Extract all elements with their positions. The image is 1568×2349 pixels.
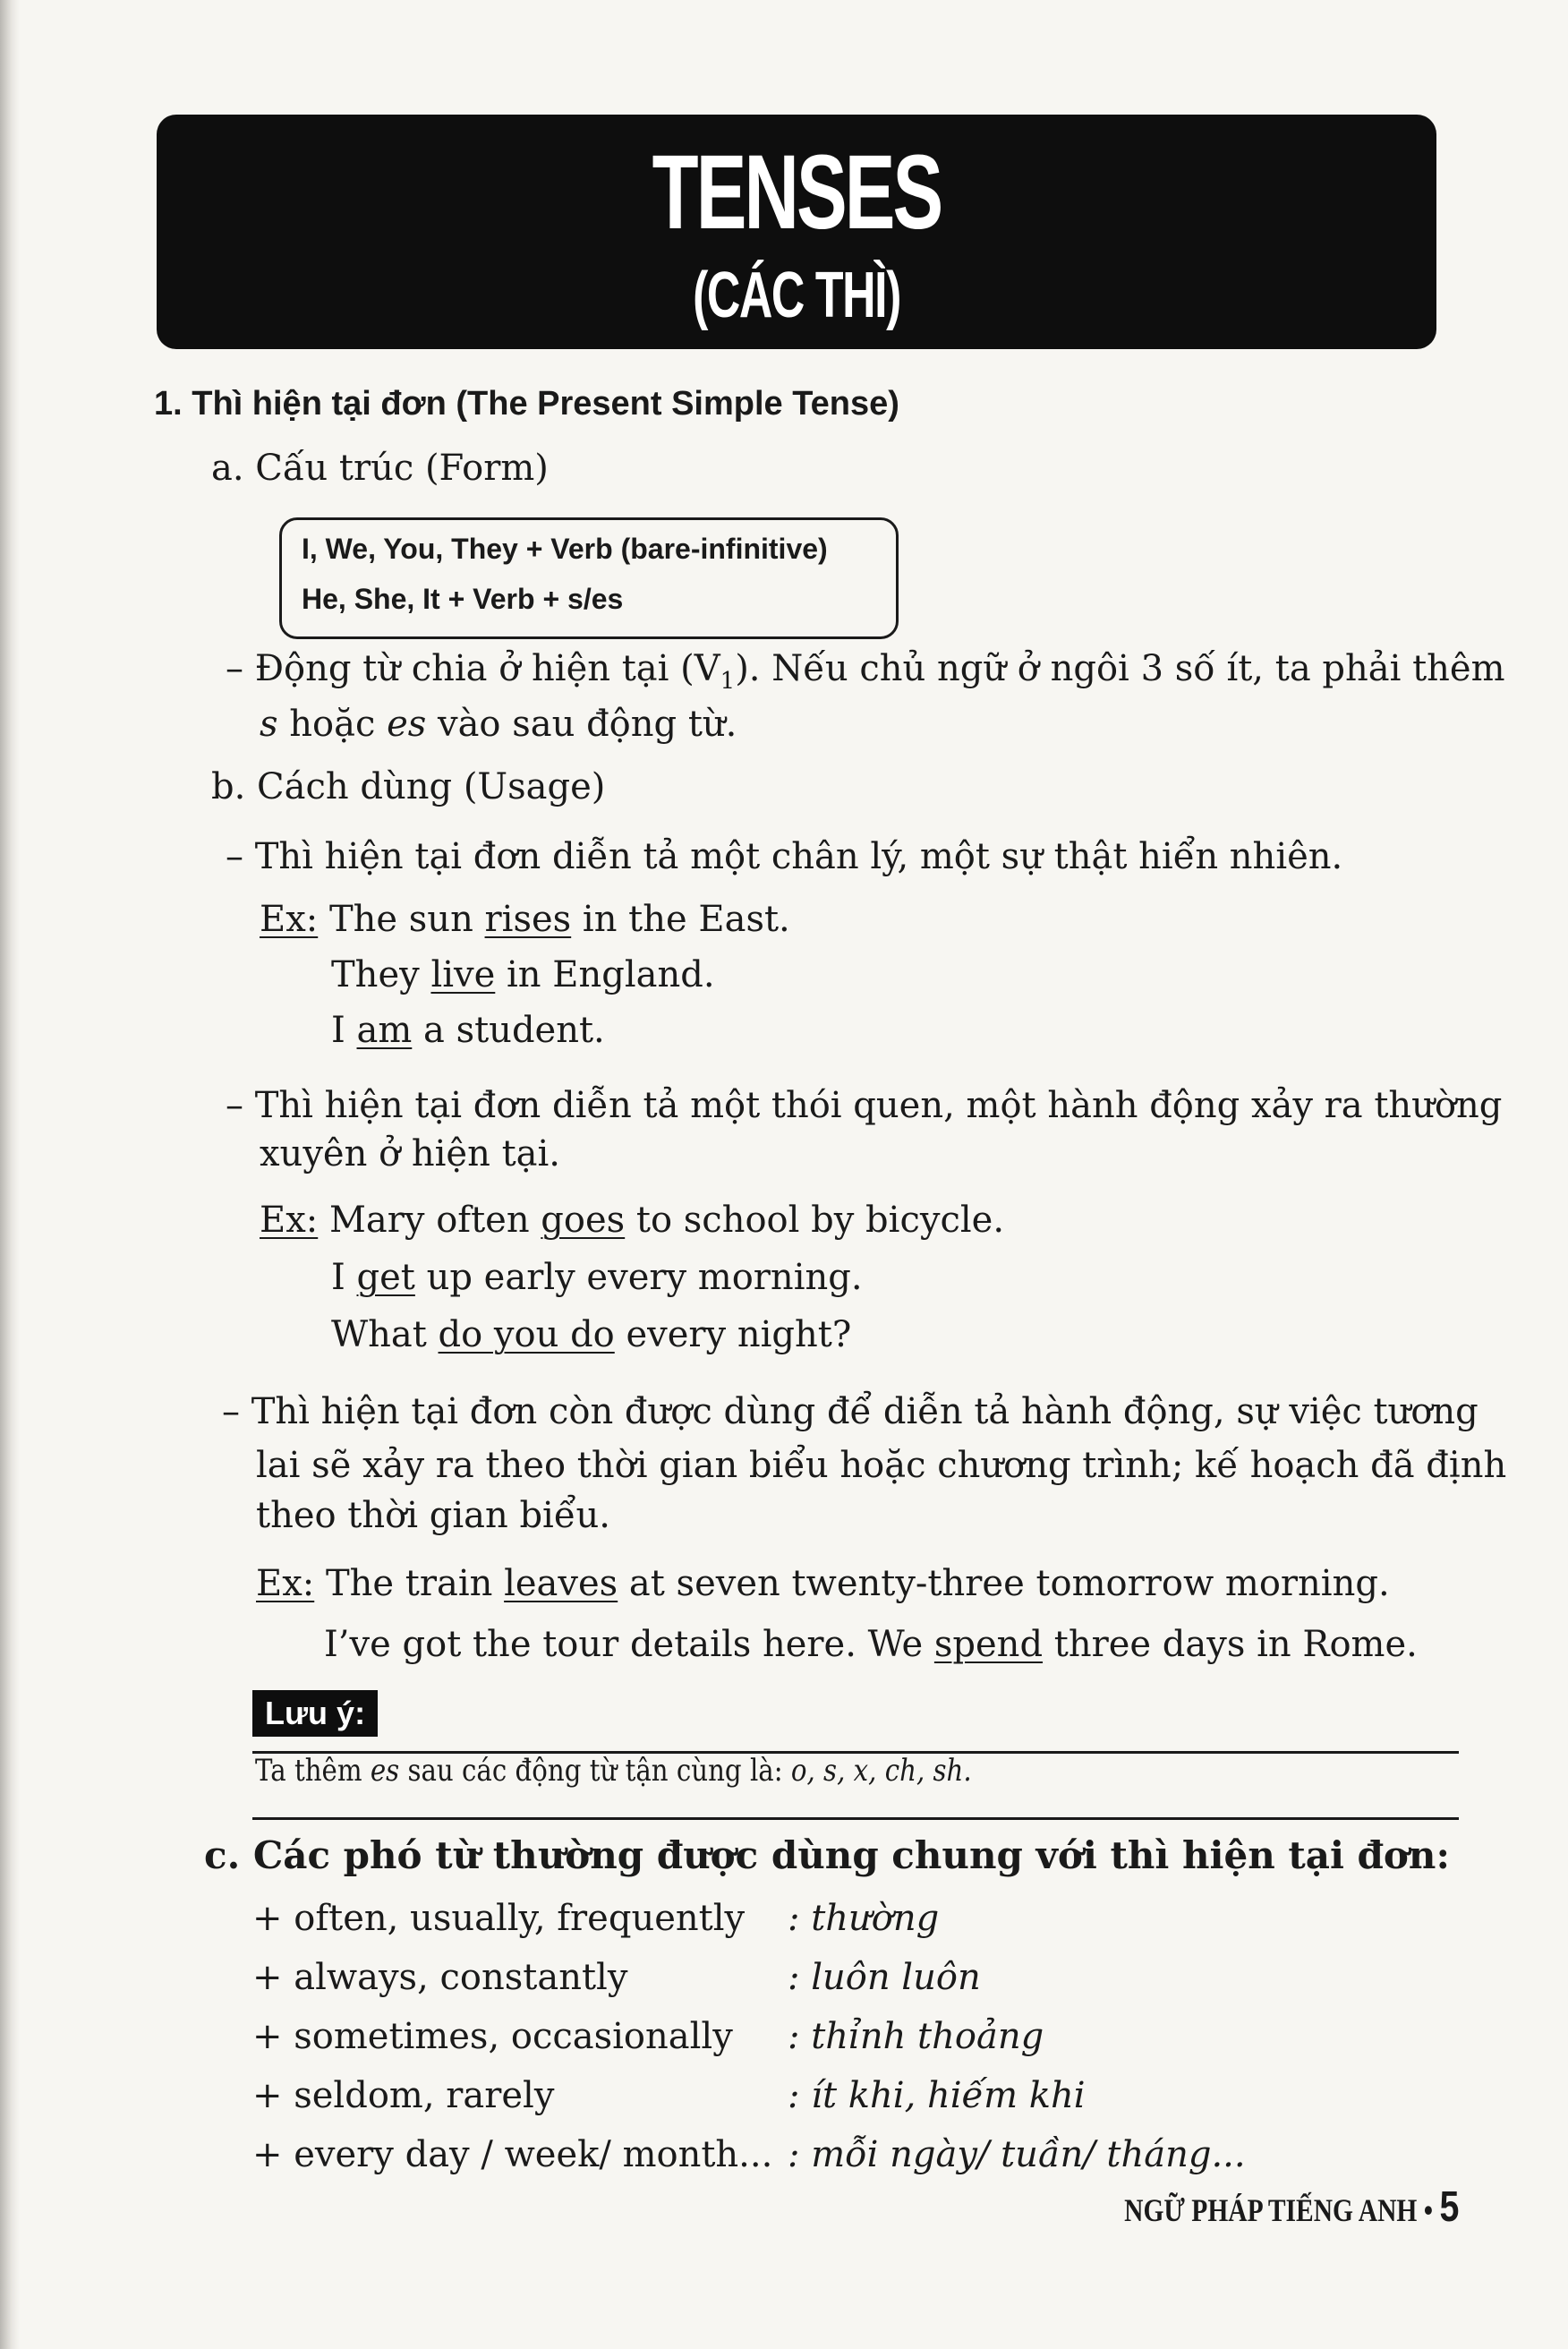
- footer-book-title: NGỮ PHÁP TIẾNG ANH: [1123, 2192, 1418, 2228]
- note-rule-bottom: [252, 1817, 1459, 1820]
- usage-1-example-3: I am a student.: [331, 1010, 605, 1051]
- adverb-row-2-vi: : luôn luôn: [788, 1957, 981, 1998]
- section-heading: 1. Thì hiện tại đơn (The Present Simple Tense): [154, 385, 899, 423]
- usage-1: – Thì hiện tại đơn diễn tả một chân lý, một sự thật hiển nhiên.: [226, 836, 1343, 877]
- page-number: 5: [1439, 2183, 1459, 2231]
- form-line-2: He, She, It + Verb + s/es: [302, 583, 624, 615]
- adverb-row-2-en: + always, constantly: [252, 1957, 628, 1998]
- usage-1-example-2: They live in England.: [331, 954, 715, 995]
- adverbs-label: c. Các phó từ thường được dùng chung với thì hiện tại đơn:: [204, 1833, 1450, 1877]
- page-footer: [1124, 2182, 1459, 2232]
- usage-2-example-1: Ex: Mary often goes to school by bicycle.: [260, 1200, 1005, 1241]
- usage-3-example-1: Ex: The train leaves at seven twenty-three tomorrow morning.: [256, 1563, 1390, 1604]
- adverb-row-4-vi: : ít khi, hiếm khi: [788, 2075, 1086, 2116]
- usage-2-example-2: I get up early every morning.: [331, 1257, 863, 1298]
- title-banner: [157, 115, 1436, 349]
- form-line-1: I, We, You, They + Verb (bare-infinitive): [302, 533, 828, 565]
- banner-title: TENSES: [652, 133, 942, 252]
- adverb-row-4-en: + seldom, rarely: [252, 2075, 555, 2116]
- banner-subtitle: (CÁC THÌ): [693, 260, 900, 331]
- adverb-row-3-en: + sometimes, occasionally: [252, 2016, 733, 2057]
- footer-bullet: •: [1423, 2192, 1433, 2228]
- usage-label: b. Cách dùng (Usage): [211, 766, 606, 807]
- usage-2-example-3: What do you do every night?: [331, 1314, 852, 1355]
- usage-1-example-1: Ex: The sun rises in the East.: [260, 899, 790, 940]
- adverb-row-5-vi: : mỗi ngày/ tuần/ tháng...: [788, 2134, 1246, 2175]
- usage-3-line3: theo thời gian biểu.: [256, 1495, 610, 1536]
- note-label: Lưu ý:: [252, 1690, 378, 1737]
- note-text: Ta thêm es sau các động từ tận cùng là: o, s, x, ch, sh.: [255, 1753, 972, 1789]
- page-edge-shadow: [0, 0, 20, 2349]
- usage-2-line2: xuyên ở hiện tại.: [260, 1133, 560, 1174]
- adverb-row-3-vi: : thỉnh thoảng: [788, 2016, 1044, 2057]
- form-label: a. Cấu trúc (Form): [211, 448, 549, 489]
- form-note-line2: s hoặc es vào sau động từ.: [260, 704, 737, 745]
- usage-3-example-2: I’ve got the tour details here. We spend three days in Rome.: [324, 1624, 1418, 1665]
- usage-3-line1: – Thì hiện tại đơn còn được dùng để diễn tả hành động, sự việc tương: [222, 1391, 1479, 1432]
- adverb-row-1-vi: : thường: [788, 1898, 940, 1939]
- form-note-line1: – Động từ chia ở hiện tại $(V_1)$. Nếu chủ ngữ ở ngôi 3 số ít, ta phải thêm: [226, 648, 1505, 695]
- form-box: [279, 517, 899, 639]
- adverb-row-1-en: + often, usually, frequently: [252, 1898, 746, 1939]
- usage-3-line2: lai sẽ xảy ra theo thời gian biểu hoặc chương trình; kế hoạch đã định: [256, 1445, 1507, 1486]
- adverb-row-5-en: + every day / week/ month...: [252, 2134, 773, 2175]
- usage-2-line1: – Thì hiện tại đơn diễn tả một thói quen, một hành động xảy ra thường: [226, 1085, 1503, 1126]
